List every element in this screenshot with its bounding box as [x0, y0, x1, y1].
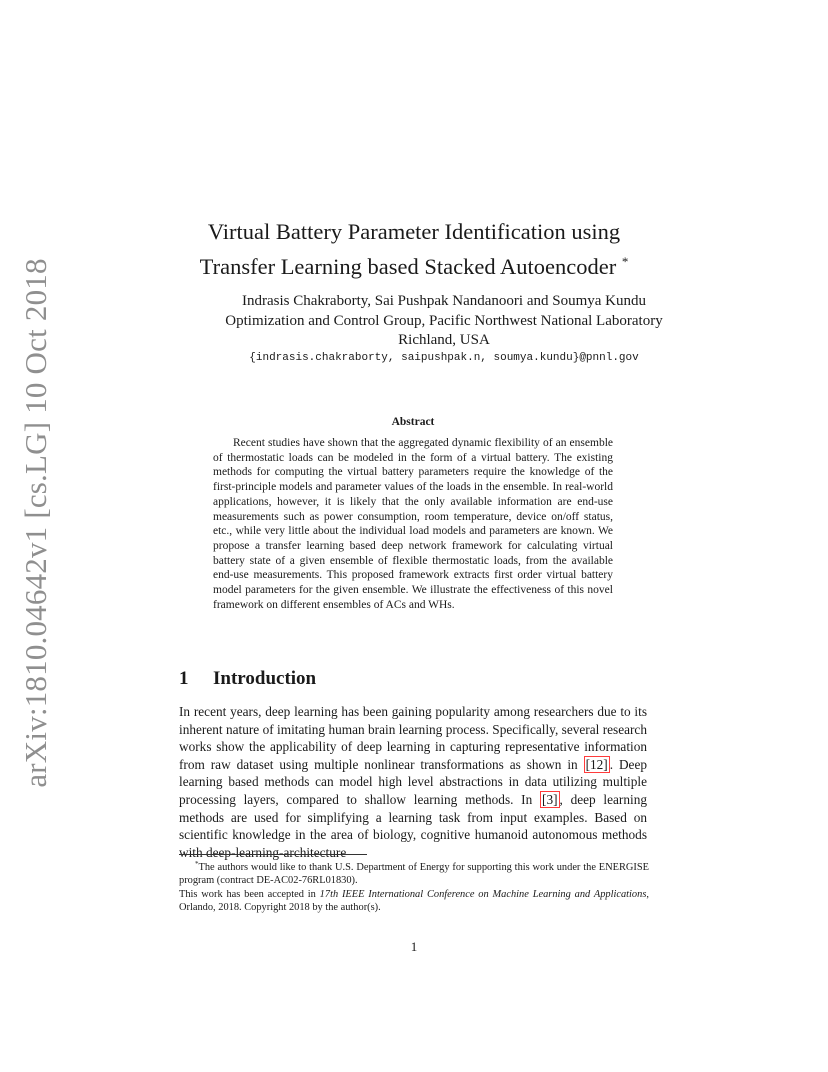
footnote-funding [179, 858, 649, 888]
page-number: 1 [410, 939, 418, 954]
paper-title [176, 217, 652, 282]
footnote-mark: * [195, 860, 199, 868]
footnote-acceptance-part-1: This work has been accepted in [179, 888, 320, 900]
title-footnote-mark: * [621, 254, 629, 269]
section-number: 1 [179, 668, 189, 689]
title-line-2-text: Transfer Learning based Stacked Autoencoder [199, 254, 617, 279]
abstract-text: Recent studies have shown that the aggregated dynamic flexibility of an ensemble of thermostatic loads can be modeled in the form of a virtual battery. The existing methods for computing the virtual battery parameters require the knowledge of the first-principle models and parameter values of the loads in the ensemble. In real-world applications, however, it is likely that the only available information are end-use measurements such as power consumption, room temperature, device on/off status, etc., while very little about the individual load models and parameters are known. We propose a transfer learning based deep network framework for calculating virtual battery state of a given ensemble of flexible thermostatic loads, from the available end-use measurements. This proposed framework extracts first order virtual battery model parameters for the given ensemble. We illustrate the effectiveness of this novel framework on different ensembles of ACs and WHs. [213, 437, 613, 611]
author-location: Richland, USA [398, 332, 490, 348]
footnote-rule [179, 854, 367, 855]
title-line-2 [176, 247, 652, 282]
section-heading-introduction [179, 668, 316, 690]
footnotes [179, 858, 649, 914]
footnote-acceptance-part-2: , Orlando, 2018. Copyright 2018 by the author(s). [179, 888, 649, 913]
introduction-paragraph [179, 703, 647, 861]
footnote-acceptance [179, 888, 649, 915]
intro-text-part-1: In recent years, deep learning has been gaining popularity among researchers due to its inherent nature of imitating human brain learning process. Specifically, several research works show the applicability of deep learning in capturing representative information from raw dataset using multiple nonlinear transformations as shown in [179, 704, 647, 772]
section-title: Introduction [213, 668, 317, 689]
intro-text-part-2: . Deep learning based methods can model high level abstractions in data utilizing multiple processing layers, compared to shallow learning methods. In [179, 756, 648, 807]
author-names: Indrasis Chakraborty, Sai Pushpak Nandanoori and Soumya Kundu [242, 293, 646, 309]
citation-link-12[interactable]: [12] [585, 756, 608, 772]
footnote-funding-text: The authors would like to thank U.S. Department of Energy for supporting this work under the ENERGISE program (contract DE-AC02-76RL01830). [179, 862, 649, 887]
footnote-venue: 17th IEEE International Conference on Machine Learning and Applications [319, 888, 647, 900]
author-block [176, 292, 712, 351]
author-affiliation: Optimization and Control Group, Pacific Northwest National Laboratory [225, 312, 663, 329]
citation-link-3[interactable]: [3] [542, 791, 558, 807]
author-emails: {indrasis.chakraborty, saipushpak.n, soumya.kundu}@pnnl.gov [249, 352, 639, 364]
intro-text-part-3: , deep learning methods are used for simplifying a learning task from input examples. Based on scientific knowledge in the area of biology, cognitive humanoid autonomous methods with deep-learning-architecture [179, 791, 647, 860]
title-line-1: Virtual Battery Parameter Identification using [207, 219, 621, 244]
arxiv-identifier-stamp: arXiv:1810.04642v1 [cs.LG] 10 Oct 2018 [18, 258, 53, 788]
abstract-heading: Abstract [391, 416, 435, 428]
